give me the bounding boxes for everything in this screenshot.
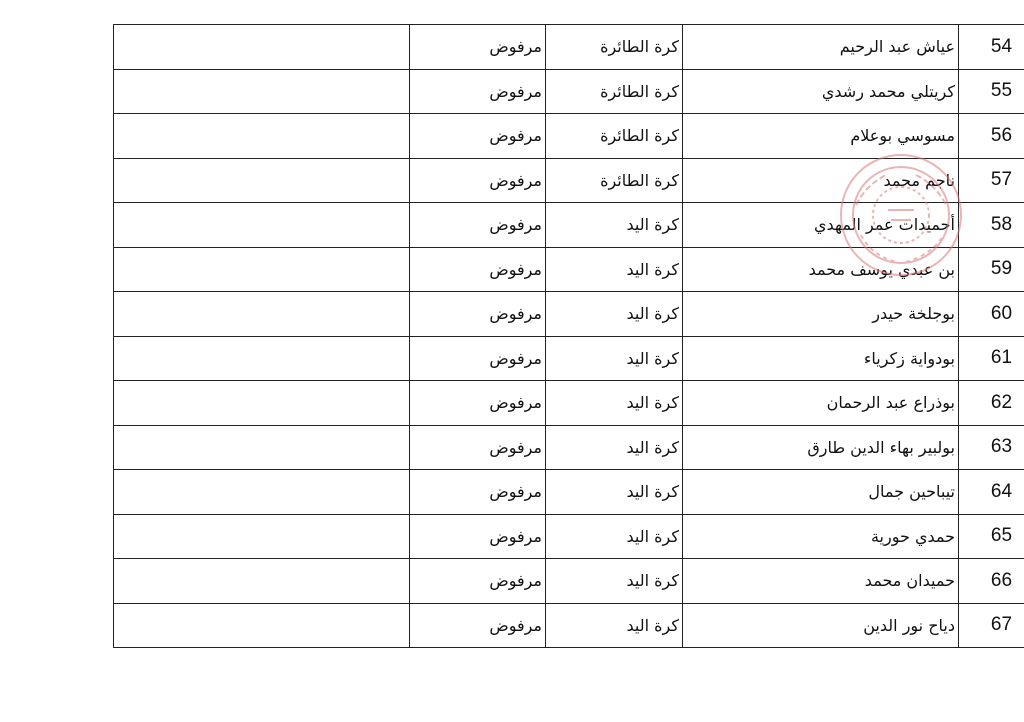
number-cell xyxy=(959,292,1024,337)
sport-text: كرة اليد xyxy=(626,259,679,279)
number-cell xyxy=(959,336,1024,381)
sport-cell xyxy=(546,470,683,515)
decision-text: مرفوض xyxy=(489,126,542,146)
sport-cell xyxy=(546,69,683,114)
empty-cell xyxy=(114,292,410,337)
name-cell xyxy=(683,514,959,559)
row-number: 61 xyxy=(990,347,1013,369)
sport-text: كرة الطائرة xyxy=(600,126,679,146)
name-text: كريتلي محمد رشدي xyxy=(821,81,955,101)
decision-cell xyxy=(410,336,546,381)
number-cell xyxy=(959,158,1024,203)
sport-cell xyxy=(546,158,683,203)
row-number: 64 xyxy=(990,480,1013,502)
row-number: 63 xyxy=(990,436,1013,458)
sport-cell xyxy=(546,336,683,381)
sport-text: كرة اليد xyxy=(626,571,679,591)
sport-cell xyxy=(546,603,683,648)
empty-cell xyxy=(114,25,410,70)
number-cell xyxy=(959,559,1024,604)
empty-cell xyxy=(114,203,410,248)
results-table xyxy=(113,24,1024,648)
decision-cell xyxy=(410,292,546,337)
table-row xyxy=(114,603,1024,648)
table-row xyxy=(114,425,1024,470)
decision-text: مرفوض xyxy=(489,81,542,101)
name-cell xyxy=(683,336,959,381)
name-text: دياح نور الدين xyxy=(863,615,955,635)
name-cell xyxy=(683,25,959,70)
sport-text: كرة اليد xyxy=(626,304,679,324)
name-cell xyxy=(683,603,959,648)
sport-cell xyxy=(546,114,683,159)
empty-cell xyxy=(114,470,410,515)
sport-text: كرة اليد xyxy=(626,526,679,546)
name-text: ناجم محمد xyxy=(883,170,955,190)
sport-text: كرة الطائرة xyxy=(600,37,679,57)
name-text: مسوسي بوعلام xyxy=(850,126,955,146)
decision-cell xyxy=(410,158,546,203)
decision-cell xyxy=(410,559,546,604)
table-row xyxy=(114,470,1024,515)
name-text: تيباحين جمال xyxy=(868,482,955,502)
decision-text: مرفوض xyxy=(489,482,542,502)
number-cell xyxy=(959,381,1024,426)
row-number: 55 xyxy=(990,80,1013,102)
name-cell xyxy=(683,559,959,604)
number-cell xyxy=(959,470,1024,515)
sport-cell xyxy=(546,25,683,70)
sport-cell xyxy=(546,381,683,426)
sport-text: كرة اليد xyxy=(626,437,679,457)
table-row xyxy=(114,292,1024,337)
name-text: حمدي حورية xyxy=(870,526,955,546)
decision-text: مرفوض xyxy=(489,526,542,546)
decision-text: مرفوض xyxy=(489,37,542,57)
empty-cell xyxy=(114,514,410,559)
row-number: 58 xyxy=(990,213,1013,235)
row-number: 62 xyxy=(990,391,1013,413)
sport-text: كرة اليد xyxy=(626,615,679,635)
name-cell xyxy=(683,292,959,337)
table-row xyxy=(114,69,1024,114)
table-row xyxy=(114,381,1024,426)
row-number: 59 xyxy=(990,258,1013,280)
name-text: بوجلخة حيدر xyxy=(872,304,955,324)
number-cell xyxy=(959,514,1024,559)
decision-cell xyxy=(410,381,546,426)
decision-text: مرفوض xyxy=(489,348,542,368)
decision-text: مرفوض xyxy=(489,259,542,279)
decision-text: مرفوض xyxy=(489,170,542,190)
sport-cell xyxy=(546,559,683,604)
results-table-body xyxy=(114,25,1024,648)
row-number: 65 xyxy=(990,525,1013,547)
number-cell xyxy=(959,203,1024,248)
sport-text: كرة اليد xyxy=(626,348,679,368)
decision-text: مرفوض xyxy=(489,393,542,413)
empty-cell xyxy=(114,247,410,292)
decision-cell xyxy=(410,114,546,159)
decision-text: مرفوض xyxy=(489,615,542,635)
row-number: 60 xyxy=(990,302,1013,324)
row-number: 57 xyxy=(990,169,1013,191)
name-text: بن عبدي يوسف محمد xyxy=(808,259,955,279)
sport-text: كرة اليد xyxy=(626,482,679,502)
decision-cell xyxy=(410,25,546,70)
table-row xyxy=(114,514,1024,559)
sport-text: كرة الطائرة xyxy=(600,81,679,101)
decision-text: مرفوض xyxy=(489,304,542,324)
empty-cell xyxy=(114,69,410,114)
sport-cell xyxy=(546,425,683,470)
table-row xyxy=(114,25,1024,70)
name-cell xyxy=(683,69,959,114)
table-row xyxy=(114,559,1024,604)
name-text: بولبير بهاء الدين طارق xyxy=(807,437,955,457)
decision-text: مرفوض xyxy=(489,215,542,235)
name-text: حميدان محمد xyxy=(864,571,955,591)
row-number: 54 xyxy=(990,35,1013,57)
empty-cell xyxy=(114,114,410,159)
table-row xyxy=(114,336,1024,381)
decision-text: مرفوض xyxy=(489,571,542,591)
number-cell xyxy=(959,603,1024,648)
sport-cell xyxy=(546,247,683,292)
empty-cell xyxy=(114,336,410,381)
name-text: بوذراع عبد الرحمان xyxy=(826,393,955,413)
sport-text: كرة اليد xyxy=(626,393,679,413)
empty-cell xyxy=(114,425,410,470)
number-cell xyxy=(959,25,1024,70)
sport-text: كرة الطائرة xyxy=(600,170,679,190)
empty-cell xyxy=(114,559,410,604)
sport-cell xyxy=(546,514,683,559)
row-number: 66 xyxy=(990,569,1013,591)
name-cell xyxy=(683,425,959,470)
name-text: بودواية زكرياء xyxy=(863,348,955,368)
empty-cell xyxy=(114,603,410,648)
decision-cell xyxy=(410,425,546,470)
decision-cell xyxy=(410,514,546,559)
name-text: عياش عبد الرحيم xyxy=(839,37,955,57)
row-number: 56 xyxy=(990,124,1013,146)
decision-cell xyxy=(410,247,546,292)
decision-cell xyxy=(410,603,546,648)
empty-cell xyxy=(114,381,410,426)
decision-cell xyxy=(410,470,546,515)
sport-cell xyxy=(546,292,683,337)
number-cell xyxy=(959,114,1024,159)
row-number: 67 xyxy=(990,614,1013,636)
number-cell xyxy=(959,425,1024,470)
official-stamp-icon xyxy=(836,150,966,280)
name-cell xyxy=(683,381,959,426)
sport-text: كرة اليد xyxy=(626,215,679,235)
decision-cell xyxy=(410,203,546,248)
decision-cell xyxy=(410,69,546,114)
sport-cell xyxy=(546,203,683,248)
name-text: أحميدات عمر المهدي xyxy=(814,215,955,235)
number-cell xyxy=(959,247,1024,292)
empty-cell xyxy=(114,158,410,203)
number-cell xyxy=(959,69,1024,114)
name-cell xyxy=(683,470,959,515)
decision-text: مرفوض xyxy=(489,437,542,457)
